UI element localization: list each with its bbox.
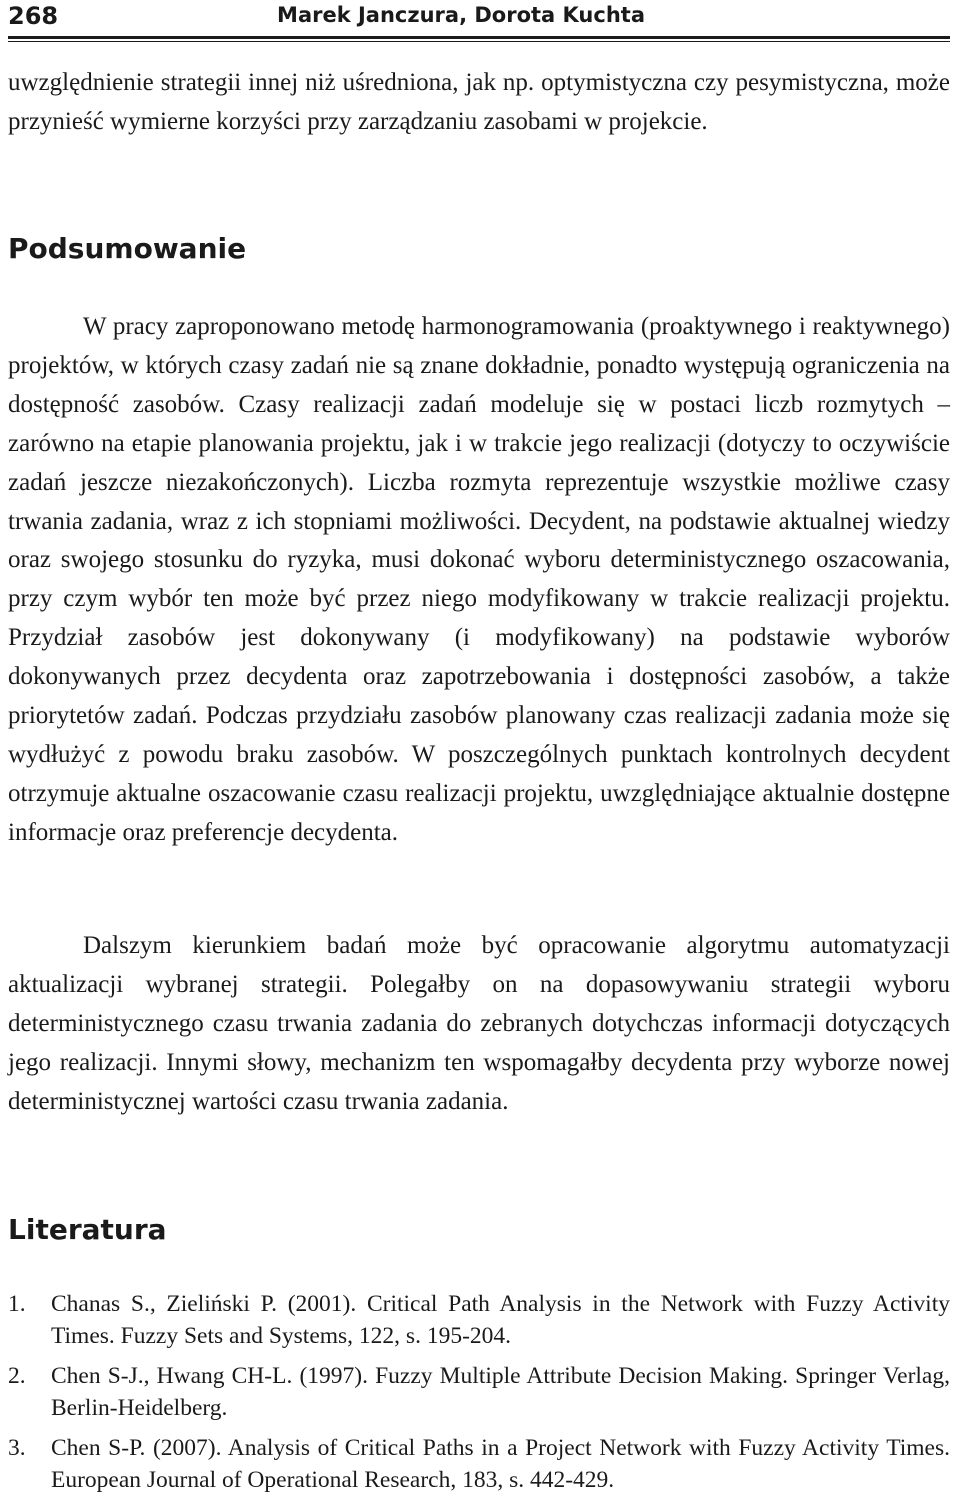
reference-list [8,1288,950,1504]
reference-text: Chen S-J., Hwang CH-L. (1997). Fuzzy Multiple Attribute Decision Making. Springer Verlag, Berlin-Heidelberg. [51,1363,950,1421]
page-number: 268 [8,2,59,30]
reference-number: 1. [8,1291,26,1317]
summary-paragraph-1: W pracy zaproponowano metodę harmonogramowania (proaktywnego i reaktywnego) projektów, w których czasy zadań nie są znane dokładnie, ponadto występują ograniczenia na dostępność zasobów. Czasy realizacji zadań modeluje się w postaci liczb rozmytych – zarówno na etapie planowania projektu, jak i w trakcie jego realizacji (dotyczy to oczywiście zadań jeszcze niezakończonych). Liczba rozmyta reprezentuje wszystkie możliwe czasy trwania zadania, wraz z ich stopniami możliwości. Decydent, na podstawie aktualnej wiedzy oraz swojego stosunku do ryzyka, musi dokonać wyboru deterministycznego oszacowania, przy czym wybór ten może być przez niego modyfikowany w trakcie realizacji projektu. Przydział zasobów jest dokonywany (i modyfikowany) na podstawie wyborów dokonywanych przez decydenta oraz zapotrzebowania i dostępności zasobów, a także priorytetów zadań. Podczas przydziału zasobów planowany czas realizacji zadania może się wydłużyć z powodu braku zasobów. W poszczególnych punktach kontrolnych decydent otrzymuje aktualne oszacowanie czasu realizacji projektu, uwzględniające aktualnie dostępne informacje oraz preferencje decydenta. [8,313,950,846]
reference-text: Chen S-P. (2007). Analysis of Critical Paths in a Project Network with Fuzzy Activity Times. European Journal of Operational Research, 183, s. 442-429. [51,1435,950,1493]
reference-item [8,1288,950,1352]
running-header [8,0,950,34]
reference-number: 3. [8,1435,26,1461]
running-header-authors: Marek Janczura, Dorota Kuchta [277,3,645,27]
intro-paragraph: uwzględnienie strategii innej niż uśredniona, jak np. optymistyczna czy pesymistyczna, może przynieść wymierne korzyści przy zarządzaniu zasobami w projekcie. [8,69,950,135]
literature-heading: Literatura [8,1213,167,1246]
reference-item [8,1432,950,1496]
reference-text: Chanas S., Zieliński P. (2001). Critical Path Analysis in the Network with Fuzzy Activity Times. Fuzzy Sets and Systems, 122, s. 195-204. [51,1291,950,1349]
header-rule [8,36,950,42]
summary-paragraph-2: Dalszym kierunkiem badań może być opracowanie algorytmu automatyzacji aktualizacji wybranej strategii. Polegałby on na dopasowywaniu strategii wyboru deterministycznego czasu trwania zadania do zebranych dotychczas informacji dotyczących jego realizacji. Innymi słowy, mechanizm ten wspomagałby decydenta przy wyborze nowej deterministycznej wartości czasu trwania zadania. [8,932,950,1115]
reference-item [8,1360,950,1424]
summary-heading: Podsumowanie [8,232,247,265]
reference-number: 2. [8,1363,26,1389]
